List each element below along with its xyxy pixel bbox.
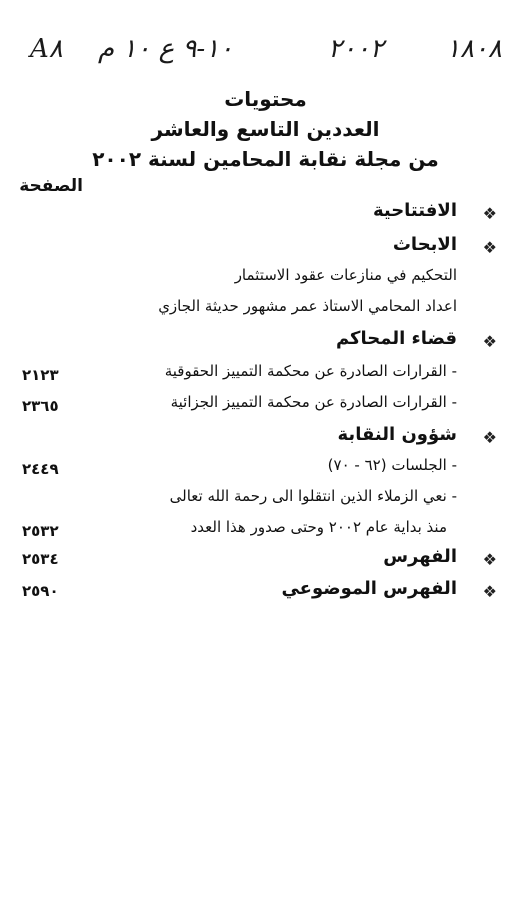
toc-entry-index bbox=[0, 546, 531, 576]
toc-label: شؤون النقابة bbox=[337, 424, 457, 445]
page-number: ٢١٢٣ bbox=[22, 366, 59, 384]
toc-subentry bbox=[0, 456, 531, 486]
toc-subentry bbox=[0, 518, 531, 548]
toc-entry-research bbox=[0, 234, 531, 264]
page-number: ٢٥٣٢ bbox=[22, 522, 59, 540]
toc-label: الابحاث bbox=[392, 234, 457, 255]
page-column-header: الصفحة bbox=[19, 176, 83, 196]
toc-subentry bbox=[0, 266, 531, 296]
toc-entry-union bbox=[0, 424, 531, 454]
toc-sublabel: التحكيم في منازعات عقود الاستثمار bbox=[234, 266, 457, 284]
title-line-journal: من مجلة نقابة المحامين لسنة ٢٠٠٢ bbox=[92, 147, 439, 171]
diamond-bullet-icon: ❖ bbox=[482, 204, 497, 223]
toc-label: الفهرس bbox=[383, 546, 457, 567]
page-number: ٢٥٣٤ bbox=[22, 550, 59, 568]
toc-sublabel: - نعي الزملاء الذين انتقلوا الى رحمة الله تعالى bbox=[169, 487, 457, 505]
toc-label: الفهرس الموضوعي bbox=[281, 578, 457, 599]
toc-label: قضاء المحاكم bbox=[335, 328, 457, 349]
toc-sublabel: - القرارات الصادرة عن محكمة التمييز الحقوقية bbox=[164, 362, 457, 380]
handwritten-year: ٢٠٠٢ bbox=[328, 34, 384, 64]
page-number: ٢٥٩٠ bbox=[22, 582, 59, 600]
toc-sublabel: - الجلسات (٦٢ - ٧٠) bbox=[327, 456, 457, 474]
handwritten-number: A‎٨ bbox=[30, 34, 63, 64]
toc-sublabel: - القرارات الصادرة عن محكمة التمييز الجزائية bbox=[170, 393, 457, 411]
toc-subentry bbox=[0, 487, 531, 517]
page-number: ٢٤٤٩ bbox=[22, 460, 59, 478]
handwritten-dates: ١٠-٩ ع ١٠ م bbox=[98, 34, 234, 64]
title-line-issues: العددين التاسع والعاشر bbox=[151, 117, 380, 141]
diamond-bullet-icon: ❖ bbox=[482, 238, 497, 257]
toc-entry-subject-index bbox=[0, 578, 531, 608]
document-title bbox=[0, 84, 531, 174]
diamond-bullet-icon: ❖ bbox=[482, 550, 497, 569]
toc-subentry bbox=[0, 393, 531, 423]
diamond-bullet-icon: ❖ bbox=[482, 582, 497, 601]
toc-entry-opening bbox=[0, 200, 531, 230]
page-number: ٢٣٦٥ bbox=[22, 397, 59, 415]
handwritten-annotation bbox=[0, 34, 531, 74]
handwritten-id: ١٨٠٨ bbox=[446, 34, 502, 64]
toc-sublabel: منذ بداية عام ٢٠٠٢ وحتى صدور هذا العدد bbox=[190, 518, 447, 536]
title-line-contents: محتويات bbox=[224, 87, 307, 111]
toc-subentry bbox=[0, 362, 531, 392]
toc-subentry bbox=[0, 297, 531, 327]
toc-label: الافتتاحية bbox=[372, 200, 457, 221]
diamond-bullet-icon: ❖ bbox=[482, 428, 497, 447]
toc-entry-courts bbox=[0, 328, 531, 358]
diamond-bullet-icon: ❖ bbox=[482, 332, 497, 351]
toc-author: اعداد المحامي الاستاذ عمر مشهور حديثة الجازي bbox=[158, 297, 457, 315]
